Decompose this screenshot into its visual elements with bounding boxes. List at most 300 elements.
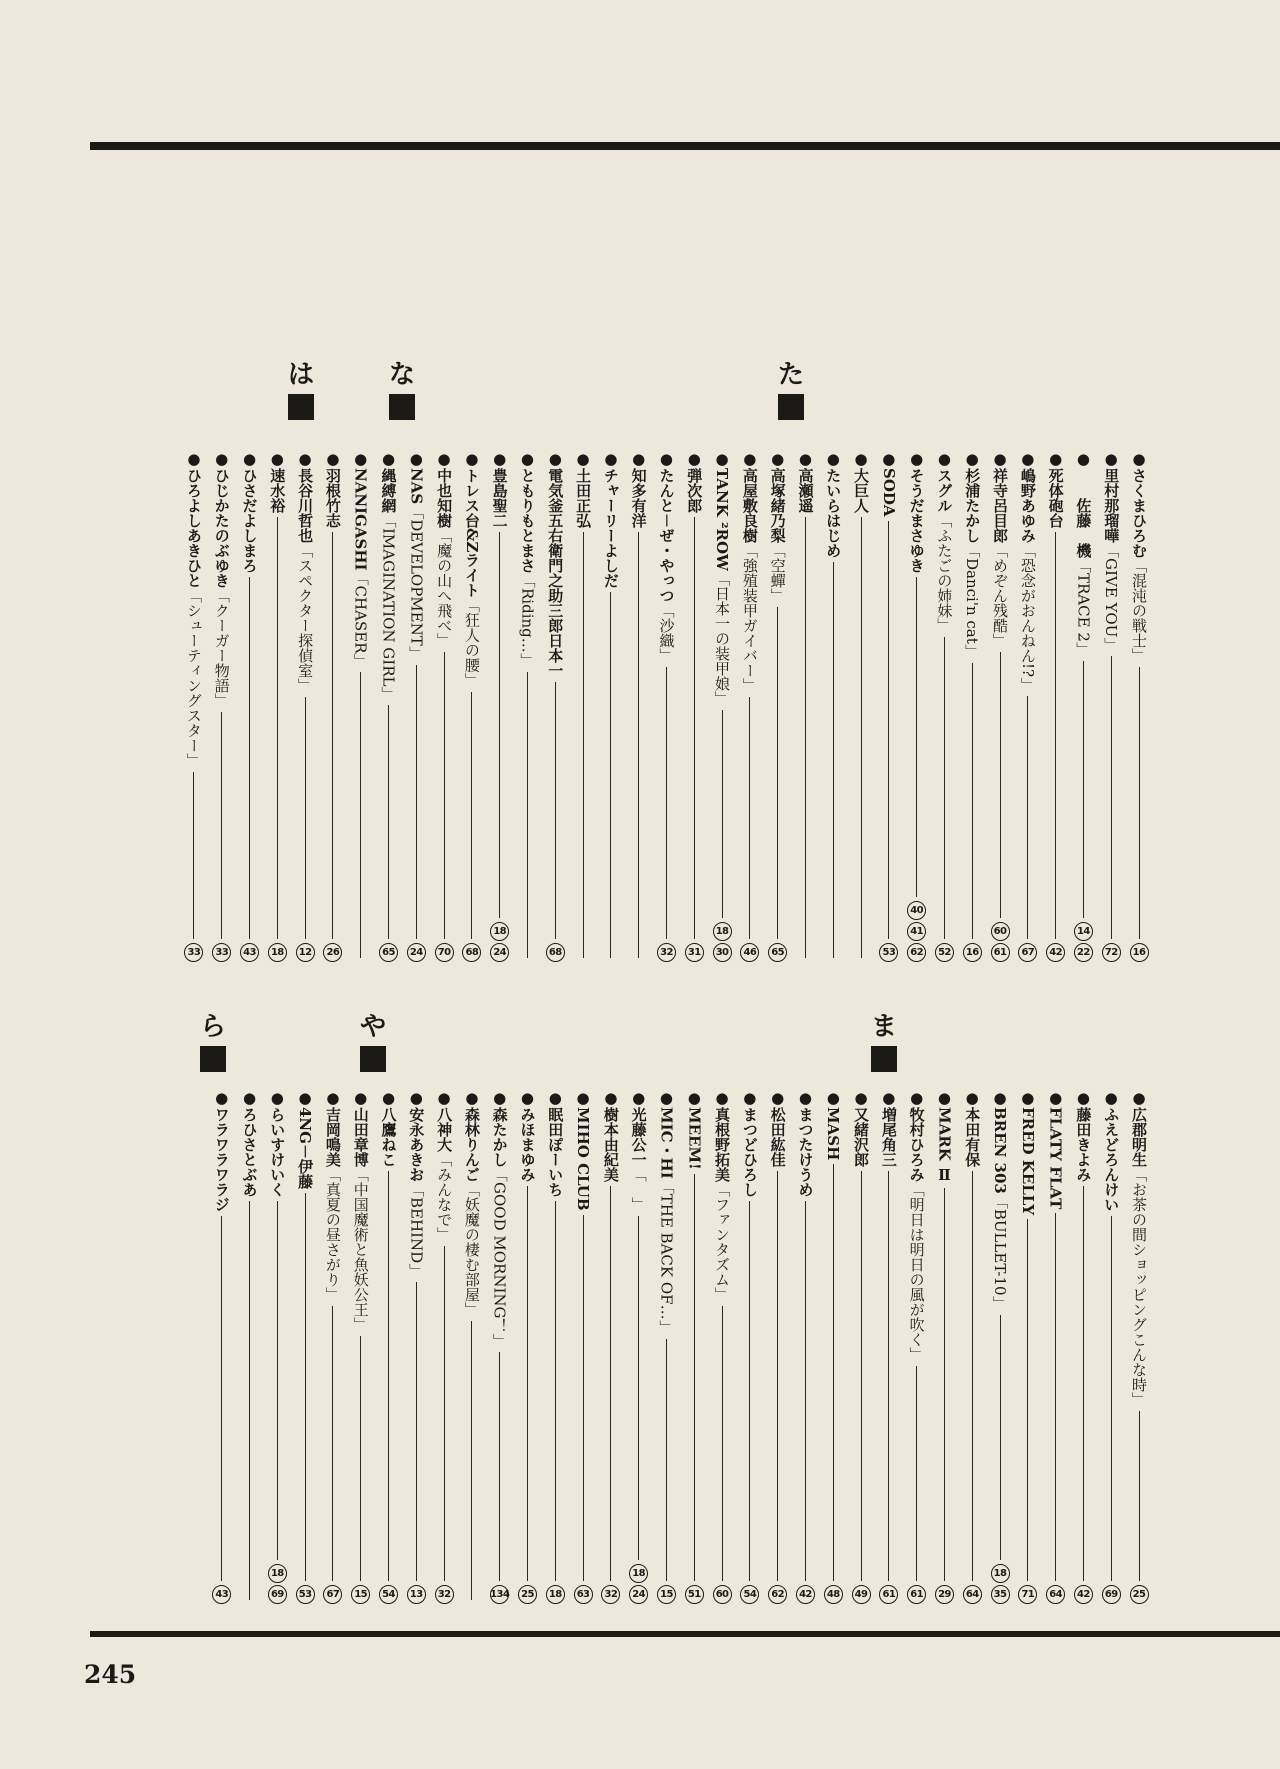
work-title: 「恐念がおんねん!?」: [1018, 543, 1037, 693]
index-entry: [1126, 450, 1152, 962]
page-refs: [907, 901, 926, 962]
section-marker-square: [200, 1046, 226, 1072]
entry-text: [988, 1089, 1012, 1311]
entry-text: [182, 450, 206, 768]
page-ref: 63: [574, 1585, 593, 1604]
artist-name: ●チャーリーよしだ: [601, 450, 620, 588]
artist-name: ●SODA: [879, 450, 898, 517]
page-refs: [1074, 1585, 1093, 1604]
entry-text: [210, 450, 234, 708]
leader-line: [221, 712, 222, 939]
work-title: 「BULLET-10」: [991, 1193, 1010, 1311]
leader-line: [638, 532, 639, 958]
index-entry: [598, 450, 624, 962]
entry-text: [905, 1089, 929, 1362]
artist-name: ●里村那瑠嘩: [1102, 450, 1121, 543]
artist-name: ●みほまゆみ: [518, 1089, 537, 1182]
entry-text: [821, 1089, 845, 1160]
index-entry: [264, 450, 290, 962]
index-entry: [570, 1089, 596, 1604]
leader-line: [805, 1201, 806, 1581]
page-refs: [879, 1585, 898, 1604]
artist-name: ●杉浦たかし: [963, 450, 982, 543]
index-entry: [1015, 450, 1041, 962]
index-entry: [487, 1089, 513, 1604]
index-entry: [209, 1089, 235, 1604]
page-ref: 18: [490, 922, 509, 941]
page-refs: [879, 943, 898, 962]
page-refs: [1102, 1585, 1121, 1604]
page-refs: [240, 943, 259, 962]
artist-name: ●眠田ぽーいち: [546, 1089, 565, 1197]
index-entry: [904, 450, 930, 962]
page-refs: [1102, 943, 1121, 962]
artist-name: ●速水裕: [268, 450, 287, 513]
page-ref: 61: [907, 1585, 926, 1604]
entry-text: [710, 450, 734, 706]
index-entry: [487, 450, 513, 962]
entry-text: [238, 1089, 262, 1197]
index-entry: [292, 1089, 318, 1604]
page-refs: [351, 1585, 370, 1604]
index-entry: [820, 450, 846, 962]
section-kana: は: [287, 360, 314, 390]
entry-text: [738, 1089, 762, 1197]
index-entry: [1098, 450, 1124, 962]
page-ref: 13: [407, 1585, 426, 1604]
entry-text: [571, 450, 595, 528]
page-ref: 41: [907, 922, 926, 941]
leader-line: [444, 1246, 445, 1581]
page-ref: 22: [1074, 943, 1093, 962]
page-ref: 18: [991, 1564, 1010, 1583]
page-ref: 42: [1074, 1585, 1093, 1604]
page-ref: 16: [963, 943, 982, 962]
artist-name: ●大巨人: [852, 450, 871, 513]
page-ref: 18: [546, 1585, 565, 1604]
leader-line: [555, 1201, 556, 1581]
work-title: 「妖魔の棲む部屋」: [462, 1182, 481, 1317]
page-refs: [629, 1564, 648, 1604]
index-entry: [709, 1089, 735, 1604]
index-entry: [792, 1089, 818, 1604]
bottom-rule: [90, 1631, 1280, 1637]
leader-line: [833, 562, 834, 958]
page-ref: 32: [657, 943, 676, 962]
page-refs: [991, 922, 1010, 962]
artist-name: ●死体砲台: [1046, 450, 1065, 528]
artist-name: ●そうだまさゆき: [907, 450, 926, 573]
page-refs: [601, 1585, 620, 1604]
leader-line: [332, 1306, 333, 1581]
page-ref: 134: [490, 1585, 509, 1604]
page-refs: [963, 1585, 982, 1604]
page-ref: 42: [796, 1585, 815, 1604]
section-kana: ま: [870, 1012, 897, 1042]
artist-name: ●高瀬遥: [796, 450, 815, 513]
index-entry: [1098, 1089, 1124, 1604]
page-ref: 67: [1018, 943, 1037, 962]
entry-text: [488, 450, 512, 528]
page-ref: 15: [657, 1585, 676, 1604]
index-entry: [931, 1089, 957, 1604]
entry-text: [1044, 450, 1068, 528]
section-heading: [198, 1012, 228, 1072]
artist-name: ●ワラワラワラジ: [212, 1089, 231, 1212]
artist-name: ●ふえどろんけい: [1102, 1089, 1121, 1212]
page-ref: 62: [768, 1585, 787, 1604]
page-ref: 30: [713, 943, 732, 962]
page-ref: 35: [991, 1585, 1010, 1604]
index-entry: [792, 450, 818, 962]
page-refs: [546, 943, 565, 962]
entry-text: [488, 1089, 512, 1348]
artist-name: ●真根野拓美: [713, 1089, 732, 1182]
leader-line: [944, 637, 945, 939]
page-refs: [296, 1585, 315, 1604]
entry-text: [654, 450, 678, 663]
entry-text: [293, 450, 317, 693]
leader-line: [610, 592, 611, 958]
leader-line: [499, 532, 500, 918]
page-ref: 64: [1046, 1585, 1065, 1604]
work-title: 「強殖装甲ガイバー」: [740, 543, 759, 693]
page-refs: [740, 943, 759, 962]
artist-name: ●本田有保: [963, 1089, 982, 1167]
page-refs: [546, 1585, 565, 1604]
page-ref: 71: [1018, 1585, 1037, 1604]
leader-line: [1111, 1216, 1112, 1581]
page-ref: 25: [1130, 1585, 1149, 1604]
leader-line: [972, 1171, 973, 1581]
index-entry: [626, 450, 652, 962]
leader-line: [416, 665, 417, 939]
entry-text: [1044, 1089, 1068, 1209]
page-ref: 33: [184, 943, 203, 962]
page-ref: 72: [1102, 943, 1121, 962]
index-entry: [459, 450, 485, 962]
work-title: 「クーガー物語」: [212, 588, 231, 708]
work-title: 「DEVELOPMENT」: [407, 504, 426, 661]
section-marker-square: [778, 394, 804, 420]
page-refs: [824, 1585, 843, 1604]
work-title: 「GOOD MORNING！」: [490, 1167, 509, 1349]
entry-text: [766, 1089, 790, 1167]
artist-name: ●土田正弘: [574, 450, 593, 528]
page-ref: 18: [268, 943, 287, 962]
leader-line: [1083, 1186, 1084, 1581]
artist-name: ●増尾角三: [879, 1089, 898, 1167]
entry-text: [821, 450, 845, 558]
work-title: 「 」: [629, 1167, 648, 1212]
page-ref: 31: [685, 943, 704, 962]
page-refs: [435, 1585, 454, 1604]
entry-text: [376, 450, 400, 701]
entry-text: [460, 1089, 484, 1317]
work-title: 「めぞん残酷」: [991, 543, 1010, 648]
work-title: 「混沌の戦士」: [1130, 558, 1148, 663]
leader-line: [833, 1164, 834, 1581]
page-refs: [407, 943, 426, 962]
section-heading: [776, 360, 806, 420]
index-entry: [765, 1089, 791, 1604]
artist-name: ●トレス台&Zライト: [462, 450, 481, 598]
page-refs: [1046, 1585, 1065, 1604]
index-entry: [876, 450, 902, 962]
section-heading: [358, 1012, 388, 1072]
leader-line: [749, 697, 750, 939]
entry-text: [376, 1089, 400, 1167]
artist-name: ● 佐藤 機: [1074, 450, 1093, 558]
work-title: 「真夏の昼さがり」: [323, 1167, 342, 1302]
leader-line: [916, 577, 917, 897]
work-title: 「CHASER」: [351, 570, 370, 669]
page-refs: [323, 1585, 342, 1604]
index-entry: [570, 450, 596, 962]
index-entry: [237, 450, 263, 962]
leader-line: [1000, 1315, 1001, 1560]
page-ref: 42: [1046, 943, 1065, 962]
entry-text: [599, 450, 623, 588]
artist-name: ●MASH: [824, 1089, 843, 1161]
leader-line: [360, 672, 361, 958]
leader-line: [1027, 696, 1028, 939]
index-entry: [848, 450, 874, 962]
page-ref: 54: [379, 1585, 398, 1604]
index-entry: [181, 450, 207, 962]
artist-name: ●知多有洋: [629, 450, 648, 528]
page-ref: 15: [351, 1585, 370, 1604]
page-refs: [852, 1585, 871, 1604]
entry-text: [265, 1089, 289, 1197]
page-refs: [1018, 1585, 1037, 1604]
page-refs: [796, 1585, 815, 1604]
leader-line: [444, 652, 445, 939]
index-entry: [375, 1089, 401, 1604]
entry-text: [293, 1089, 317, 1189]
page-ref: 12: [296, 943, 315, 962]
index-entry: [626, 1089, 652, 1604]
leader-line: [666, 1339, 667, 1581]
entry-text: [654, 1089, 678, 1335]
leader-line: [555, 682, 556, 939]
page-ref: 61: [991, 943, 1010, 962]
index-entry: [653, 450, 679, 962]
section-marker-square: [871, 1046, 897, 1072]
work-title: 「ふたごの姉妹」: [935, 513, 954, 633]
page-ref: 69: [268, 1585, 287, 1604]
entry-text: [432, 450, 456, 648]
index-entry: [403, 1089, 429, 1604]
entry-text: [988, 450, 1012, 648]
leader-line: [638, 1216, 639, 1560]
artist-name: ●TANK ²ROW: [713, 450, 732, 571]
entry-text: [571, 1089, 595, 1211]
artist-name: ●たいらはじめ: [824, 450, 843, 558]
index-entry: [320, 1089, 346, 1604]
entry-text: [543, 450, 567, 678]
artist-name: ●藤田きよみ: [1074, 1089, 1093, 1182]
index-entry: [987, 450, 1013, 962]
page-refs: [268, 943, 287, 962]
entry-text: [682, 1089, 706, 1170]
artist-name: ●弾次郎: [685, 450, 704, 513]
section-kana: た: [777, 360, 804, 390]
page-refs: [768, 1585, 787, 1604]
leader-line: [1111, 656, 1112, 939]
leader-line: [1083, 661, 1084, 918]
page-refs: [657, 1585, 676, 1604]
page-ref: 60: [991, 922, 1010, 941]
page-ref: 48: [824, 1585, 843, 1604]
artist-name: ●らいすけいく: [268, 1089, 287, 1197]
page-ref: 70: [435, 943, 454, 962]
index-entry: [431, 450, 457, 962]
leader-line: [388, 1171, 389, 1581]
page-ref: 68: [462, 943, 481, 962]
artist-name: ●ひさだよしまろ: [240, 450, 259, 573]
work-title: 「空蟬」: [768, 543, 787, 603]
page-ref: 64: [963, 1585, 982, 1604]
index-entry: [1043, 450, 1069, 962]
artist-name: ●広郡明生: [1130, 1089, 1148, 1167]
index-entry: [542, 1089, 568, 1604]
page-refs: [323, 943, 342, 962]
index-entry: [681, 450, 707, 962]
artist-name: ●八鷹ねこ: [379, 1089, 398, 1167]
artist-name: ●縄縛網: [379, 450, 398, 513]
page-ref: 14: [1074, 922, 1093, 941]
index-entry: [709, 450, 735, 962]
entry-text: [960, 450, 984, 659]
page-refs: [212, 943, 231, 962]
artist-name: ●高屋敷良樹: [740, 450, 759, 543]
page-ref: 52: [935, 943, 954, 962]
artist-name: ●森たかし: [490, 1089, 509, 1167]
artist-name: ●光藤公一: [629, 1089, 648, 1167]
work-title: 「みんなで」: [435, 1152, 454, 1242]
entry-text: [265, 450, 289, 513]
leader-line: [193, 772, 194, 939]
index-entry: [1070, 450, 1096, 962]
leader-line: [1027, 1219, 1028, 1581]
artist-name: ●豊島聖二: [490, 450, 509, 528]
page-ref: 18: [713, 922, 732, 941]
index-entry: [375, 450, 401, 962]
entry-text: [1127, 1089, 1151, 1407]
page-refs: [268, 1564, 287, 1604]
section-marker-square: [288, 394, 314, 420]
page-refs: [407, 1585, 426, 1604]
index-entry: [292, 450, 318, 962]
leader-line: [1139, 667, 1140, 939]
index-entry: [1070, 1089, 1096, 1604]
artist-name: ●電気釜五右衛門之助三郎日本一: [546, 450, 565, 678]
page-refs: [1130, 943, 1149, 962]
leader-line: [249, 1201, 250, 1600]
work-title: 「GIVE YOU」: [1102, 543, 1121, 653]
leader-line: [1055, 532, 1056, 939]
work-title: 「ファンタズム」: [713, 1182, 732, 1302]
section-heading: [286, 360, 316, 420]
artist-name: ●ひじかたのぶゆき: [212, 450, 231, 588]
index-entry: [459, 1089, 485, 1604]
artist-name: ●NAS: [407, 450, 426, 505]
index-entry: [514, 1089, 540, 1604]
page-ref: 24: [629, 1585, 648, 1604]
leader-line: [722, 710, 723, 918]
entry-text: [849, 1089, 873, 1167]
artist-name: ●ともりもとまさ: [518, 450, 537, 573]
page-refs: [462, 943, 481, 962]
artist-name: ●まつどひろし: [740, 1089, 759, 1197]
artist-name: ●まつたけうめ: [796, 1089, 815, 1197]
page-refs: [1046, 943, 1065, 962]
entry-text: [766, 450, 790, 603]
section-heading: [387, 360, 417, 420]
page-refs: [991, 1564, 1010, 1604]
artist-name: ●牧村ひろみ: [907, 1089, 926, 1182]
entry-text: [599, 1089, 623, 1182]
page-refs: [379, 943, 398, 962]
leader-line: [1000, 652, 1001, 918]
page-refs: [713, 1585, 732, 1604]
index-entry: [848, 1089, 874, 1604]
page-ref: 67: [323, 1585, 342, 1604]
section-heading: [869, 1012, 899, 1072]
artist-name: ●山田章博: [351, 1089, 370, 1167]
artist-name: ●高塚緒乃梨: [768, 450, 787, 543]
leader-line: [583, 1215, 584, 1581]
entry-text: [321, 1089, 345, 1302]
work-title: 「Riding…」: [518, 573, 537, 668]
leader-line: [861, 1171, 862, 1581]
entry-text: [1016, 450, 1040, 692]
work-title: 「TRACE 2」: [1074, 558, 1093, 657]
work-title: 「狂人の腰」: [462, 597, 481, 688]
artist-name: ●吉岡鳴美: [323, 1089, 342, 1167]
work-title: 「日本一の装甲娘」: [713, 570, 732, 706]
leader-line: [777, 607, 778, 939]
page-refs: [490, 922, 509, 962]
index-entry: [959, 1089, 985, 1604]
index-entry: [737, 1089, 763, 1604]
work-title: 「魔の山へ飛べ」: [435, 528, 454, 648]
page-ref: 53: [879, 943, 898, 962]
leader-line: [888, 521, 889, 939]
leader-line: [471, 1321, 472, 1600]
entry-text: [515, 1089, 539, 1182]
entry-text: [1071, 1089, 1095, 1182]
entry-text: [627, 1089, 651, 1212]
artist-name: ●安永あきお: [407, 1089, 426, 1182]
index-entry: [598, 1089, 624, 1604]
artist-name: ●ひろよしあきひと: [184, 450, 203, 588]
page-refs: [713, 922, 732, 962]
entry-text: [460, 450, 484, 688]
page-refs: [490, 1585, 509, 1604]
entry-text: [793, 1089, 817, 1197]
entry-text: [849, 450, 873, 513]
entry-text: [738, 450, 762, 693]
page-refs: [963, 943, 982, 962]
page-ref: 26: [323, 943, 342, 962]
entry-text: [682, 450, 706, 513]
index-entry: [765, 450, 791, 962]
leader-line: [221, 1216, 222, 1581]
entry-text: [404, 1089, 428, 1278]
page-refs: [935, 1585, 954, 1604]
